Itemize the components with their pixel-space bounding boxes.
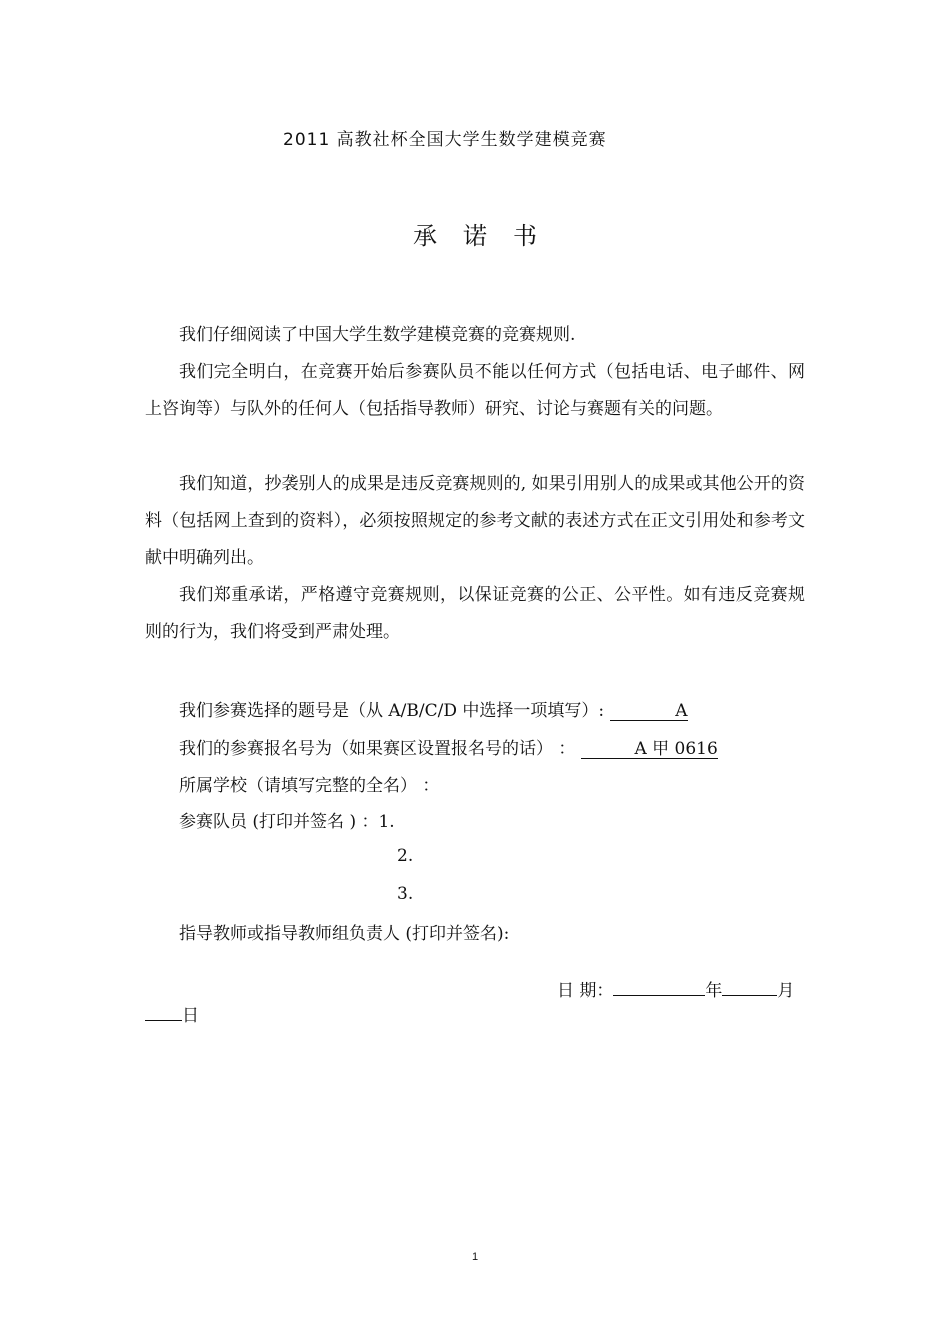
month-field[interactable] xyxy=(722,995,777,996)
problem-label: 我们参赛选择的题号是（从 A/B/C/D 中选择一项填写）: xyxy=(179,701,605,721)
year-label: 年 xyxy=(705,981,723,1001)
month-label: 月 xyxy=(777,981,795,1001)
paragraph-1: 我们仔细阅读了中国大学生数学建模竞赛的竞赛规则. xyxy=(179,325,576,345)
school-label: 所属学校（请填写完整的全名） ： xyxy=(179,776,440,796)
registration-row xyxy=(179,734,718,759)
members-label: 参赛队员 (打印并签名 ) ：1. xyxy=(179,812,395,832)
day-row xyxy=(145,1001,199,1026)
member-2-label: 2. xyxy=(397,846,414,866)
member-3-label: 3. xyxy=(397,884,414,904)
advisor-label: 指导教师或指导教师组负责人 (打印并签名): xyxy=(179,924,510,944)
paragraph-3: 我们知道，抄袭别人的成果是违反竞赛规则的, 如果引用别人的成果或其他公开的资料（包括网上查到的资料），必须按照规定的参考文献的表述方式在正文引用处和参考文献中明确列出。 xyxy=(145,474,805,568)
competition-header: 2011 高教社杯全国大学生数学建模竞赛 xyxy=(283,130,607,150)
registration-label: 我们的参赛报名号为（如果赛区设置报名号的话） ： xyxy=(179,739,576,759)
page-title: 承诺书 xyxy=(413,222,563,250)
problem-value-field[interactable]: A xyxy=(610,702,688,721)
year-field[interactable] xyxy=(613,995,705,996)
date-row xyxy=(557,976,794,1001)
day-field[interactable] xyxy=(145,1020,182,1021)
paragraph-2: 我们完全明白，在竞赛开始后参赛队员不能以任何方式（包括电话、电子邮件、网上咨询等）与队外的任何人（包括指导教师）研究、讨论与赛题有关的问题。 xyxy=(145,362,805,419)
day-label: 日 xyxy=(182,1006,199,1026)
problem-choice-row xyxy=(179,696,688,721)
page-number: 1 xyxy=(471,1251,479,1263)
paragraph-4: 我们郑重承诺，严格遵守竞赛规则，以保证竞赛的公正、公平性。如有违反竞赛规则的行为，我们将受到严肃处理。 xyxy=(145,585,805,642)
date-label: 日 期： xyxy=(557,981,614,1001)
registration-value-field[interactable]: A 甲 0616 xyxy=(581,740,718,759)
